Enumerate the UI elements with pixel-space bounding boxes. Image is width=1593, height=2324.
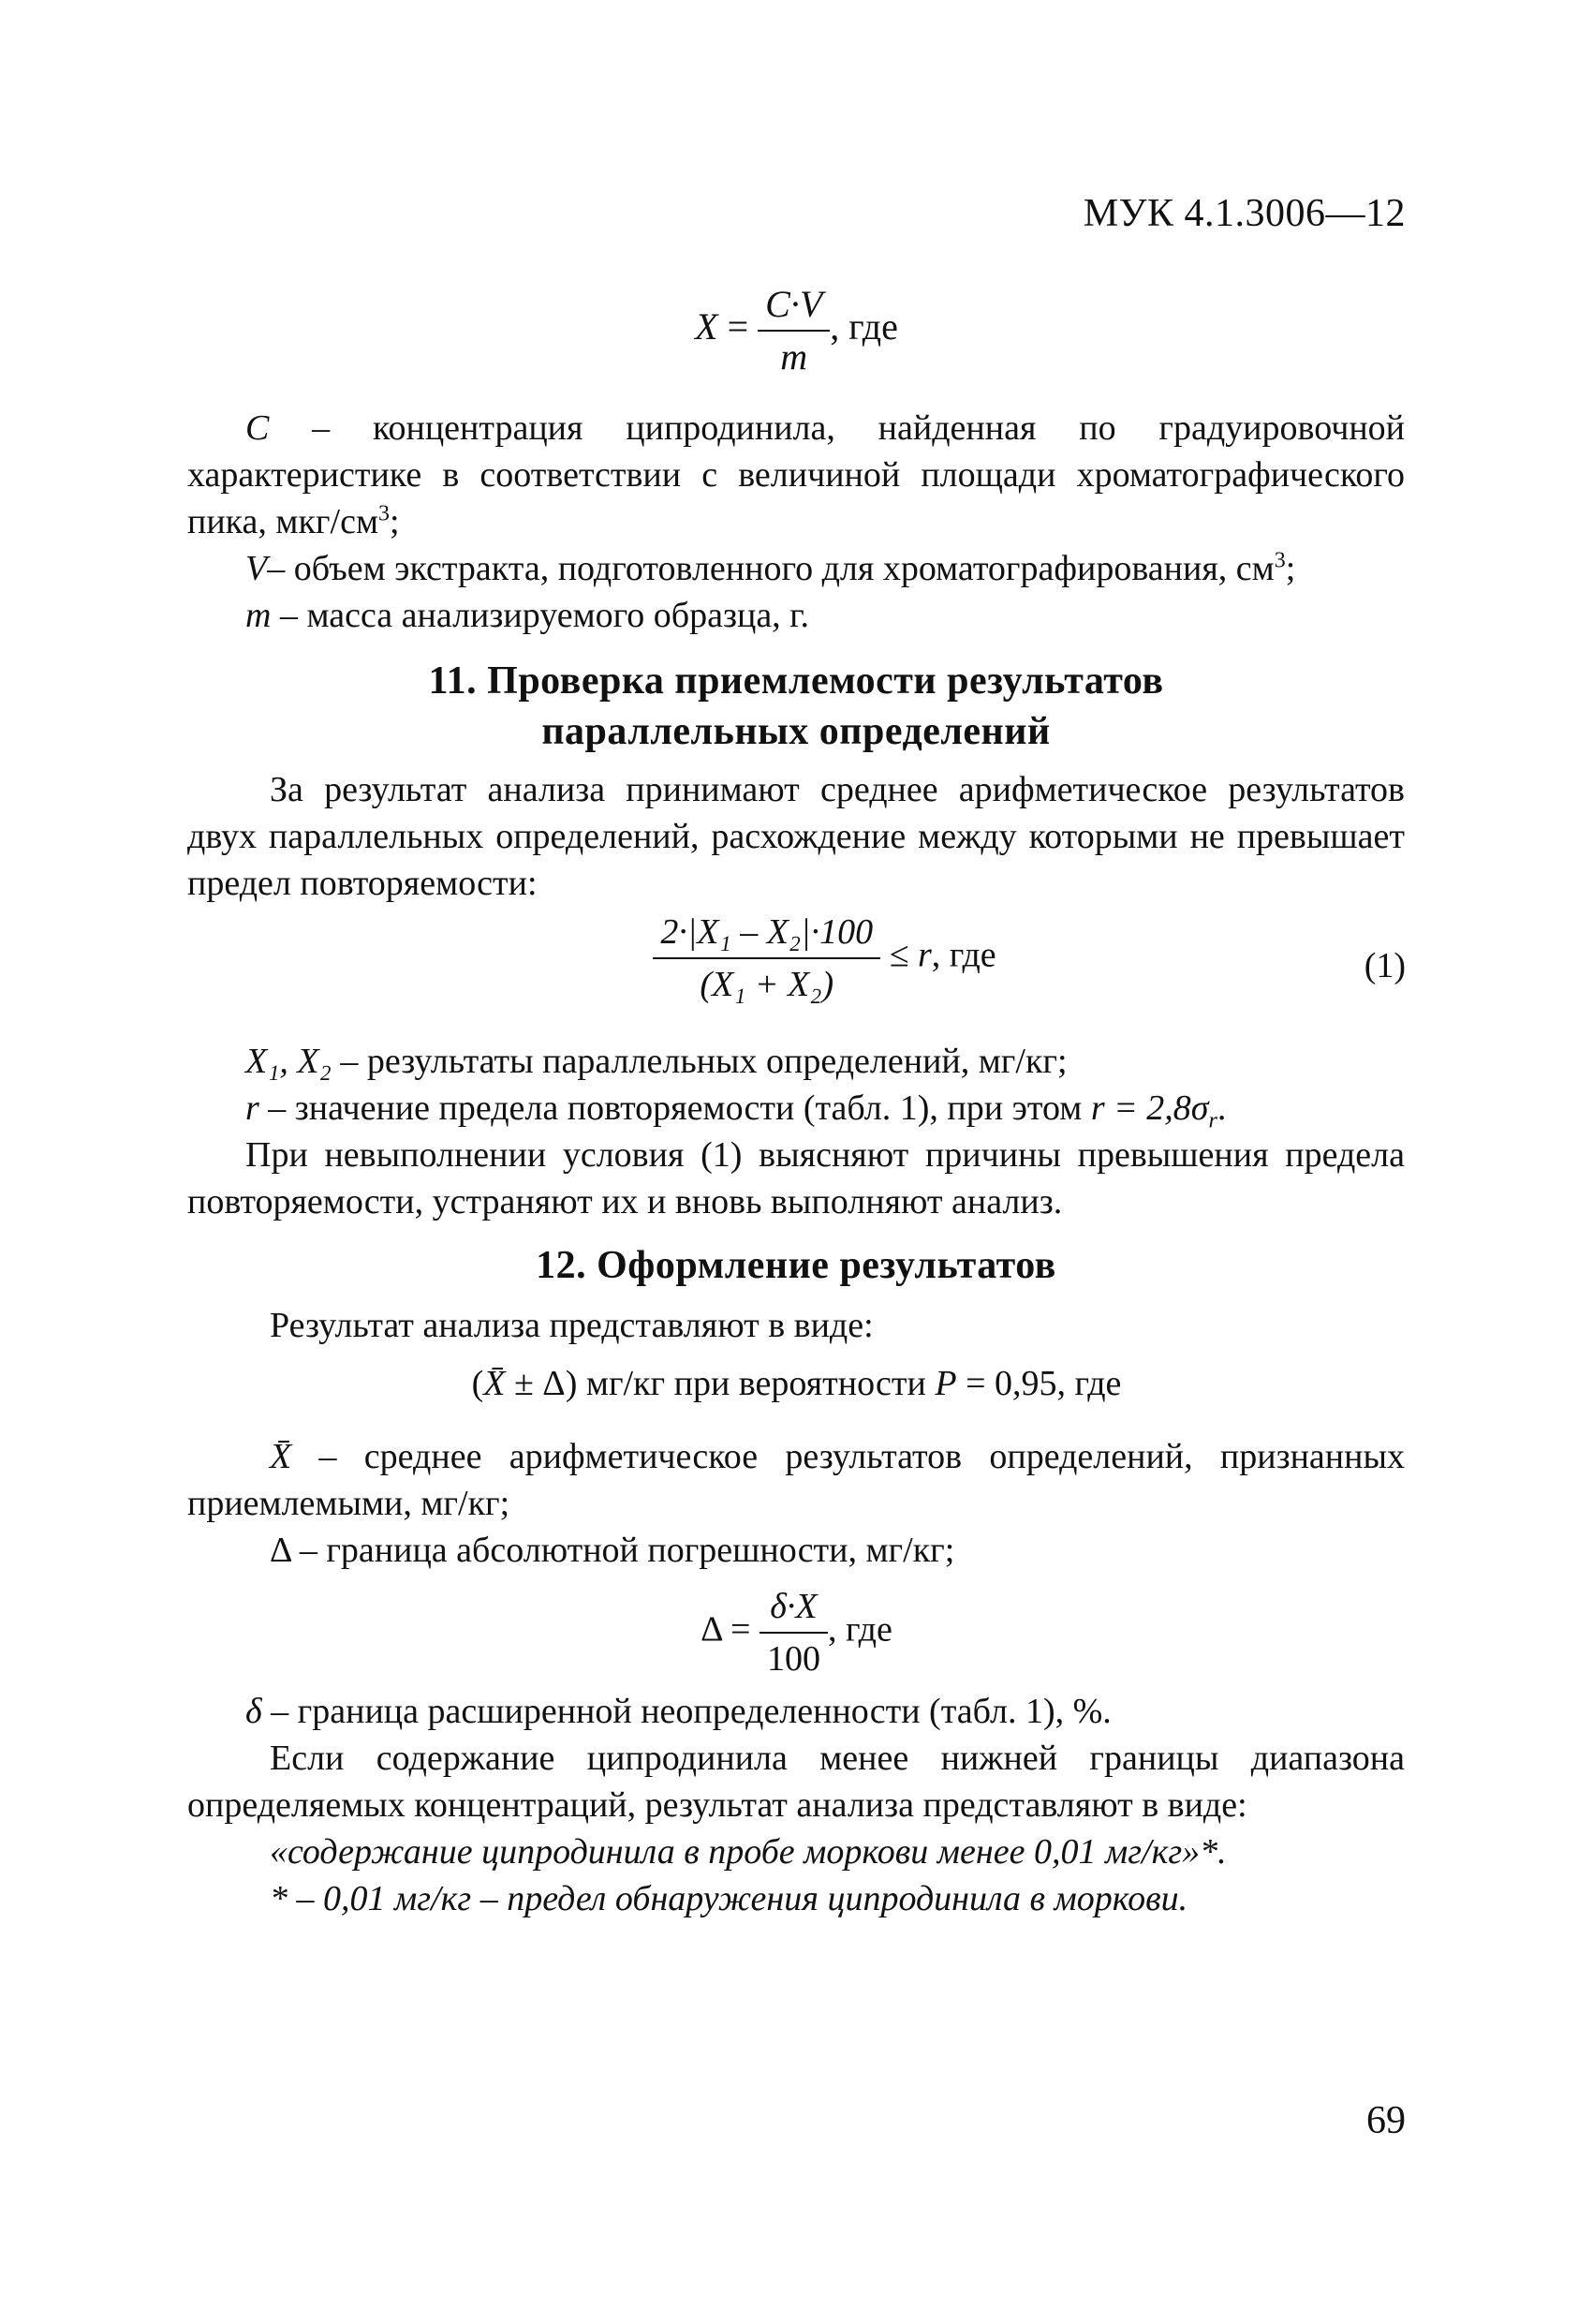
formula-x-suffix: , где — [830, 305, 898, 348]
section-11-heading-line2: параллельных определений — [541, 710, 1051, 753]
def-c-end: ; — [390, 502, 400, 541]
formula-repeatability-numerator: 2·|X₁ – X₂|·100 — [653, 909, 880, 959]
def-c-sup: 3 — [378, 501, 390, 526]
formula-repeatability-relation: ≤ r — [880, 935, 932, 975]
result-quote: «содержание ципродинила в пробе моркови менее 0,01 мг/кг»*. — [270, 1832, 1227, 1872]
formula-x-denominator: m — [780, 335, 808, 377]
document-code: МУК 4.1.3006—12 — [1083, 192, 1406, 235]
def-r-subscript: r — [1208, 1108, 1217, 1133]
result-form-xbar: X̄ — [483, 1364, 506, 1403]
section-11-heading — [187, 656, 1405, 757]
formula-delta — [0, 1583, 1593, 1682]
def-v — [245, 545, 1405, 592]
result-form-p: P — [935, 1364, 957, 1403]
section-12-low-paragraph: Если содержание ципродинила менее нижней границы диапазона определяемых концентраций, результат анализа представляют в виде: — [187, 1739, 1405, 1825]
formula-delta-suffix: , где — [827, 1609, 892, 1650]
formula-delta-denominator: 100 — [766, 1639, 820, 1679]
def-r-equation: r = 2,8σ — [1090, 1088, 1209, 1128]
formula-delta-fraction — [760, 1583, 828, 1682]
def-x1-x2-symbol: X₁, X₂ — [245, 1042, 332, 1081]
def-x1-x2-text: – результаты параллельных определений, мг/кг; — [331, 1042, 1068, 1081]
def-m-symbol: m — [245, 596, 272, 635]
formula-repeatability — [0, 909, 1593, 1008]
formula-repeatability-suffix: , где — [931, 935, 996, 975]
section-11-paragraph: За результат анализа принимают среднее арифметическое результатов двух параллельных определений, расхождение между которыми не превышает предел повторяемости: — [187, 770, 1405, 903]
result-form — [0, 1360, 1593, 1407]
result-form-open: ( — [471, 1364, 484, 1403]
page-number: 69 — [1366, 2099, 1406, 2142]
def-r-text: – значение предела повторяемости (табл. 1), при этом — [258, 1088, 1091, 1128]
def-c-text: – концентрация ципродинила, найденная по градуировочной характеристике в соответствии с величиной площади хроматографического пика, мкг/см — [187, 408, 1405, 541]
def-small-delta-text: – граница расширенной неопределенности (табл. 1), %. — [261, 1692, 1112, 1731]
def-v-symbol: V — [245, 549, 268, 588]
def-m — [245, 592, 1405, 639]
equation-number-1: (1) — [1364, 946, 1406, 985]
formula-repeatability-fraction — [653, 909, 880, 1008]
formula-x-numerator: C·V — [758, 281, 830, 332]
def-small-delta-symbol: δ — [245, 1692, 262, 1731]
def-r — [245, 1085, 1405, 1132]
def-r-symbol: r — [245, 1088, 259, 1128]
def-c — [187, 405, 1405, 545]
formula-delta-numerator: δ·X — [760, 1583, 828, 1634]
def-v-end: ; — [1285, 549, 1296, 588]
def-xbar — [187, 1433, 1405, 1527]
result-form-mid: ± Δ) мг/кг при вероятности — [505, 1364, 936, 1403]
footnote: * – 0,01 мг/кг – предел обнаружения ципродинила в моркови. — [270, 1879, 1188, 1918]
def-x1-x2 — [245, 1038, 1405, 1085]
formula-x-eq: = — [717, 305, 759, 348]
formula-x — [0, 281, 1593, 380]
section-12-heading: 12. Оформление результатов — [536, 1244, 1056, 1287]
formula-x-lhs: X — [695, 305, 718, 348]
formula-x-fraction — [758, 281, 830, 380]
section-12-intro: Результат анализа представляют в виде: — [270, 1306, 874, 1345]
formula-delta-lhs: Δ = — [701, 1609, 760, 1650]
section-11-paragraph-2: При невыполнении условия (1) выясняют причины превышения предела повторяемости, устраняют их и вновь выполняют анализ. — [187, 1135, 1405, 1221]
section-11-heading-line1: 11. Проверка приемлемости результатов — [428, 659, 1164, 703]
def-v-sup: 3 — [1274, 548, 1286, 573]
formula-repeatability-denominator: (X₁ + X₂) — [700, 965, 834, 1004]
def-c-symbol: C — [245, 408, 270, 448]
def-v-text: – объем экстракта, подготовленного для хроматографирования, см — [267, 549, 1275, 588]
def-xbar-text: – среднее арифметическое результатов определений, признанных приемлемыми, мг/кг; — [187, 1437, 1405, 1523]
def-m-text: – масса анализируемого образца, г. — [271, 596, 809, 635]
def-small-delta — [245, 1688, 1405, 1735]
result-form-end: = 0,95, где — [956, 1364, 1122, 1403]
def-xbar-symbol: X̄ — [270, 1437, 292, 1476]
def-delta: Δ – граница абсолютной погрешности, мг/кг; — [270, 1531, 955, 1570]
def-r-end: . — [1217, 1088, 1227, 1128]
